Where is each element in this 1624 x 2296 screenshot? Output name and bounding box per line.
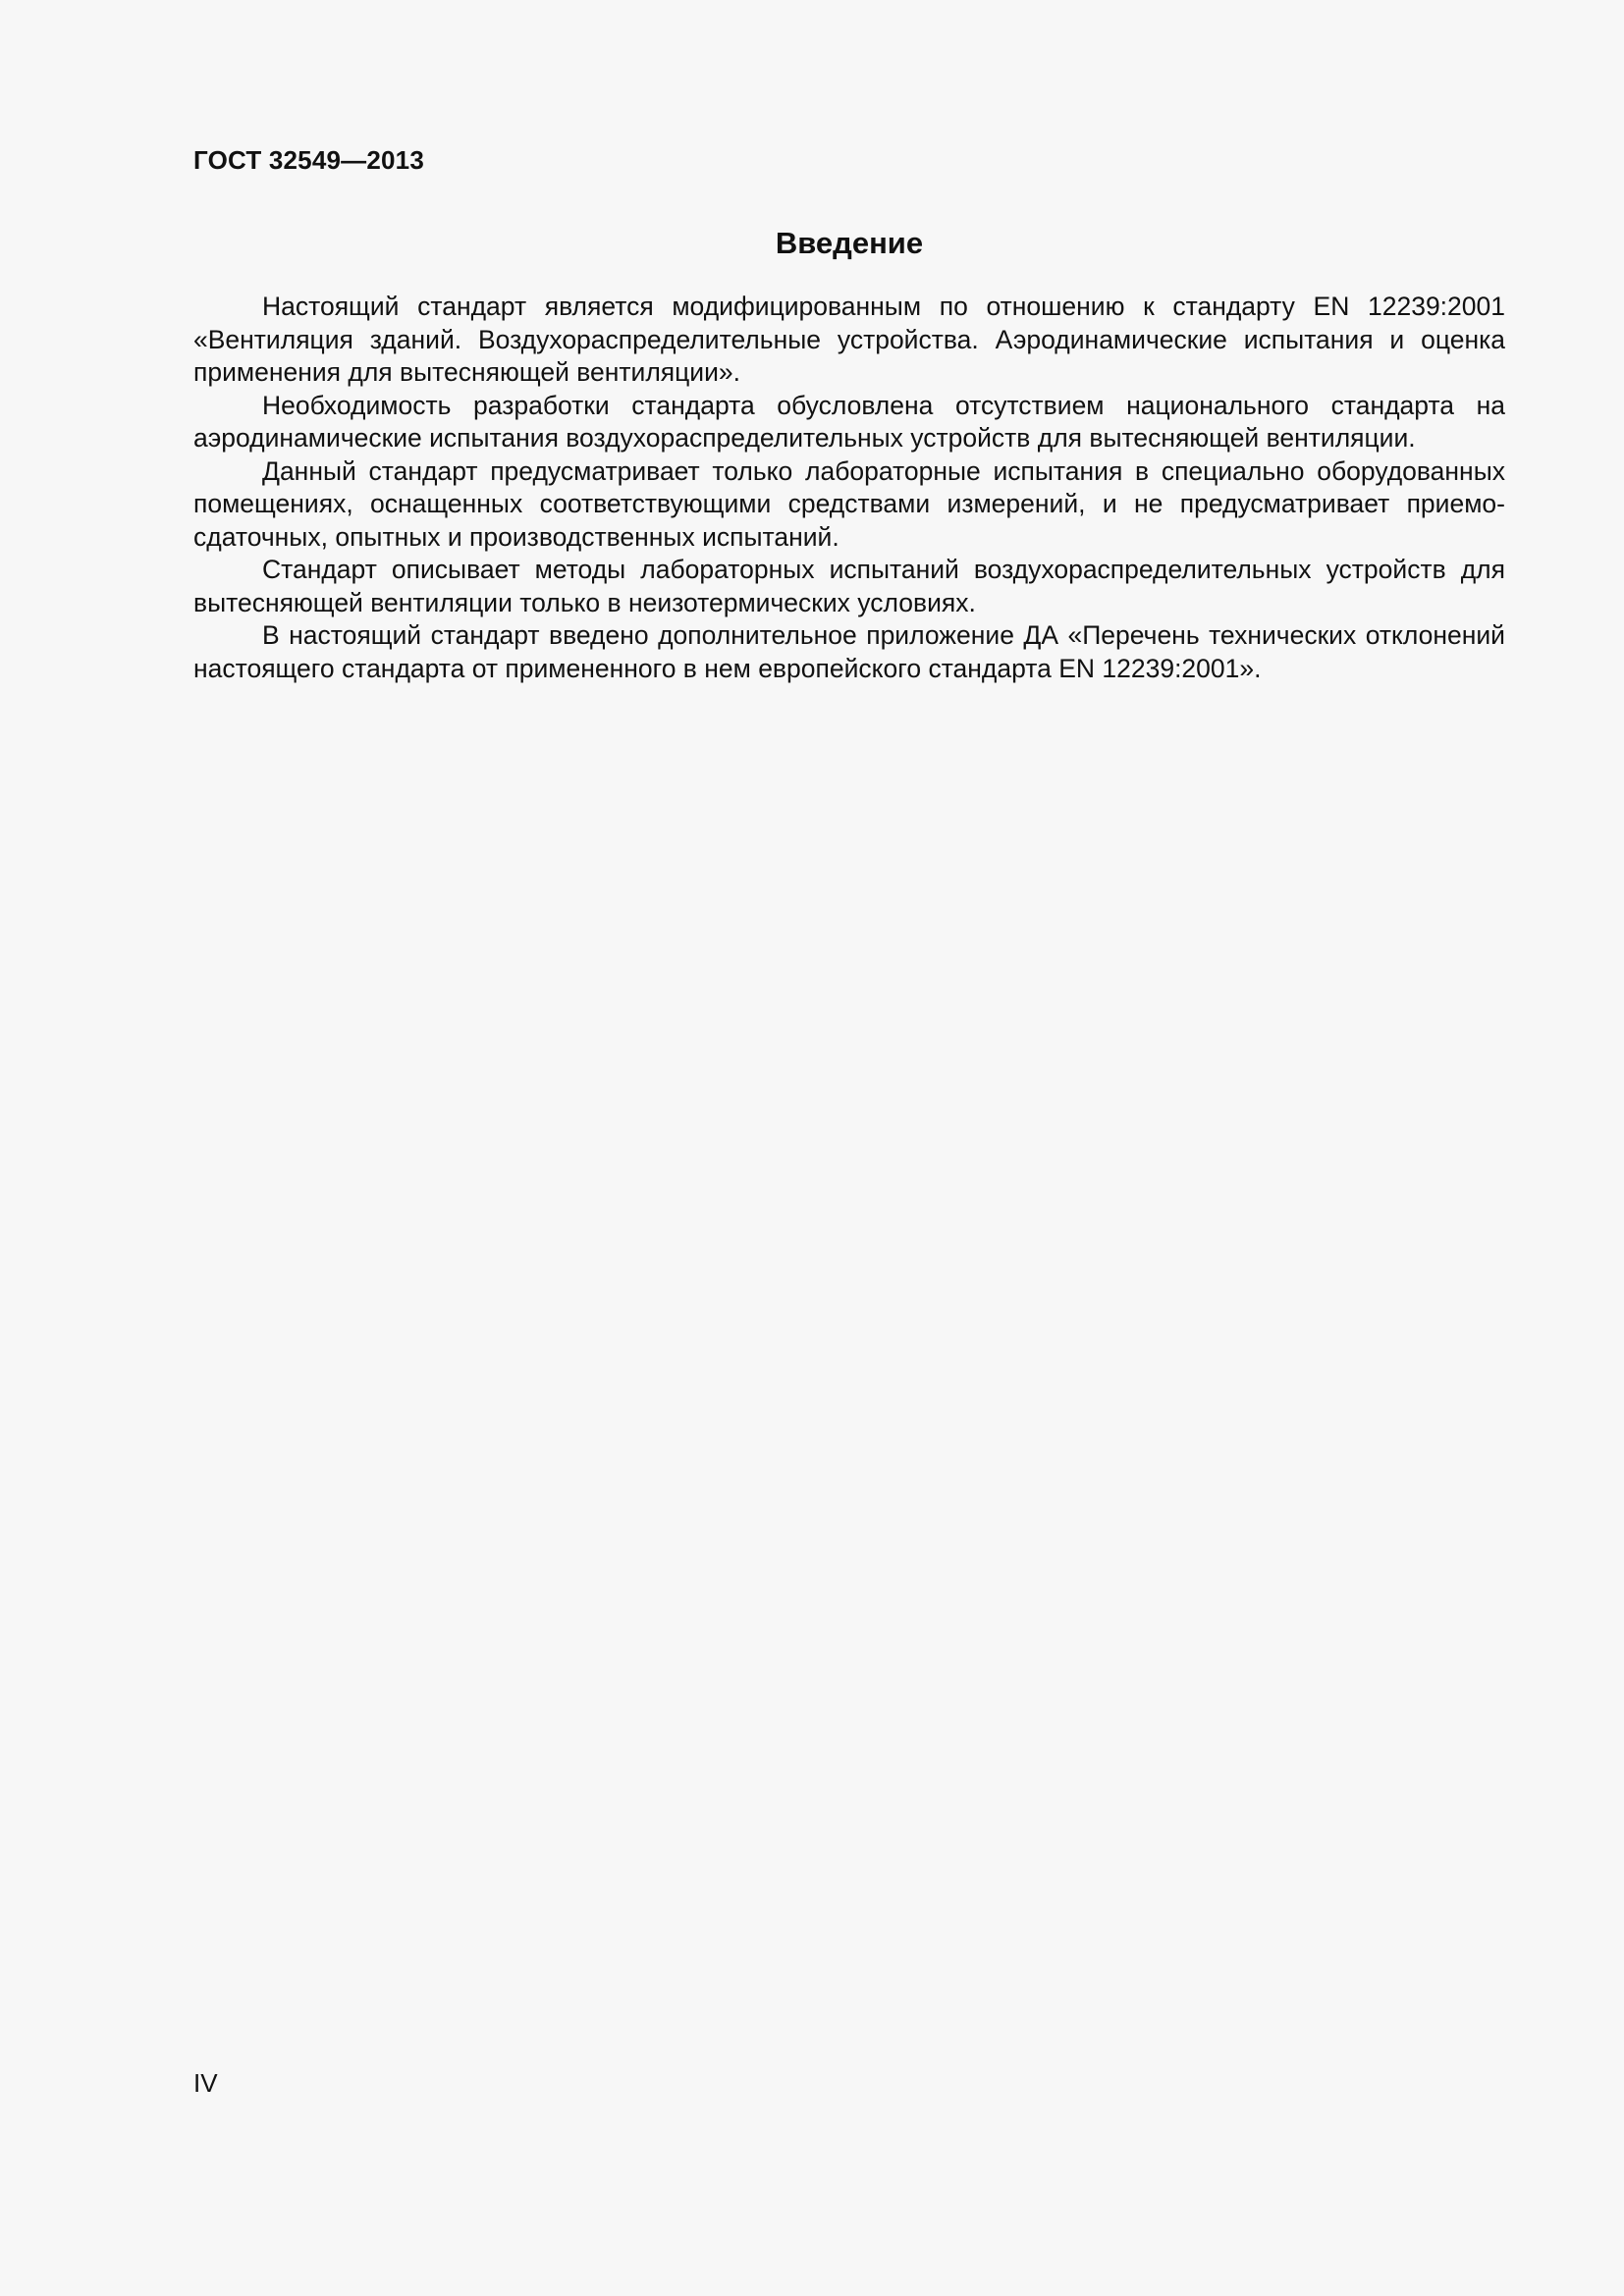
- document-code-header: ГОСТ 32549—2013: [193, 145, 424, 175]
- section-body: [193, 291, 1505, 685]
- paragraph: Необходимость разработки стандарта обусловлена отсутствием национального стандарта на аэродинамические испытания воздухораспределительных устройств для вытесняющей вентиляции.: [193, 390, 1505, 453]
- paragraph: Стандарт описывает методы лабораторных испытаний воздухораспределительных устройств для вытесняющей вентиляции только в неизотермических условиях.: [193, 555, 1505, 617]
- paragraph: Настоящий стандарт является модифицированным по отношению к стандарту EN 12239:2001 «Вентиляция зданий. Воздухораспределительные устройства. Аэродинамические испытания и оценка применения для вытесняющей вентиляции».: [193, 292, 1505, 387]
- paragraph: В настоящий стандарт введено дополнительное приложение ДА «Перечень технических отклонений настоящего стандарта от примененного в нем европейского стандарта EN 12239:2001».: [193, 620, 1505, 683]
- section-title: Введение: [775, 226, 924, 260]
- paragraph: Данный стандарт предусматривает только лабораторные испытания в специально оборудованных помещениях, оснащенных соответствующими средствами измерений, и не предусматривает приемо-сдаточных, опытных и производственных испытаний.: [193, 455, 1505, 552]
- page-number: IV: [193, 2068, 218, 2098]
